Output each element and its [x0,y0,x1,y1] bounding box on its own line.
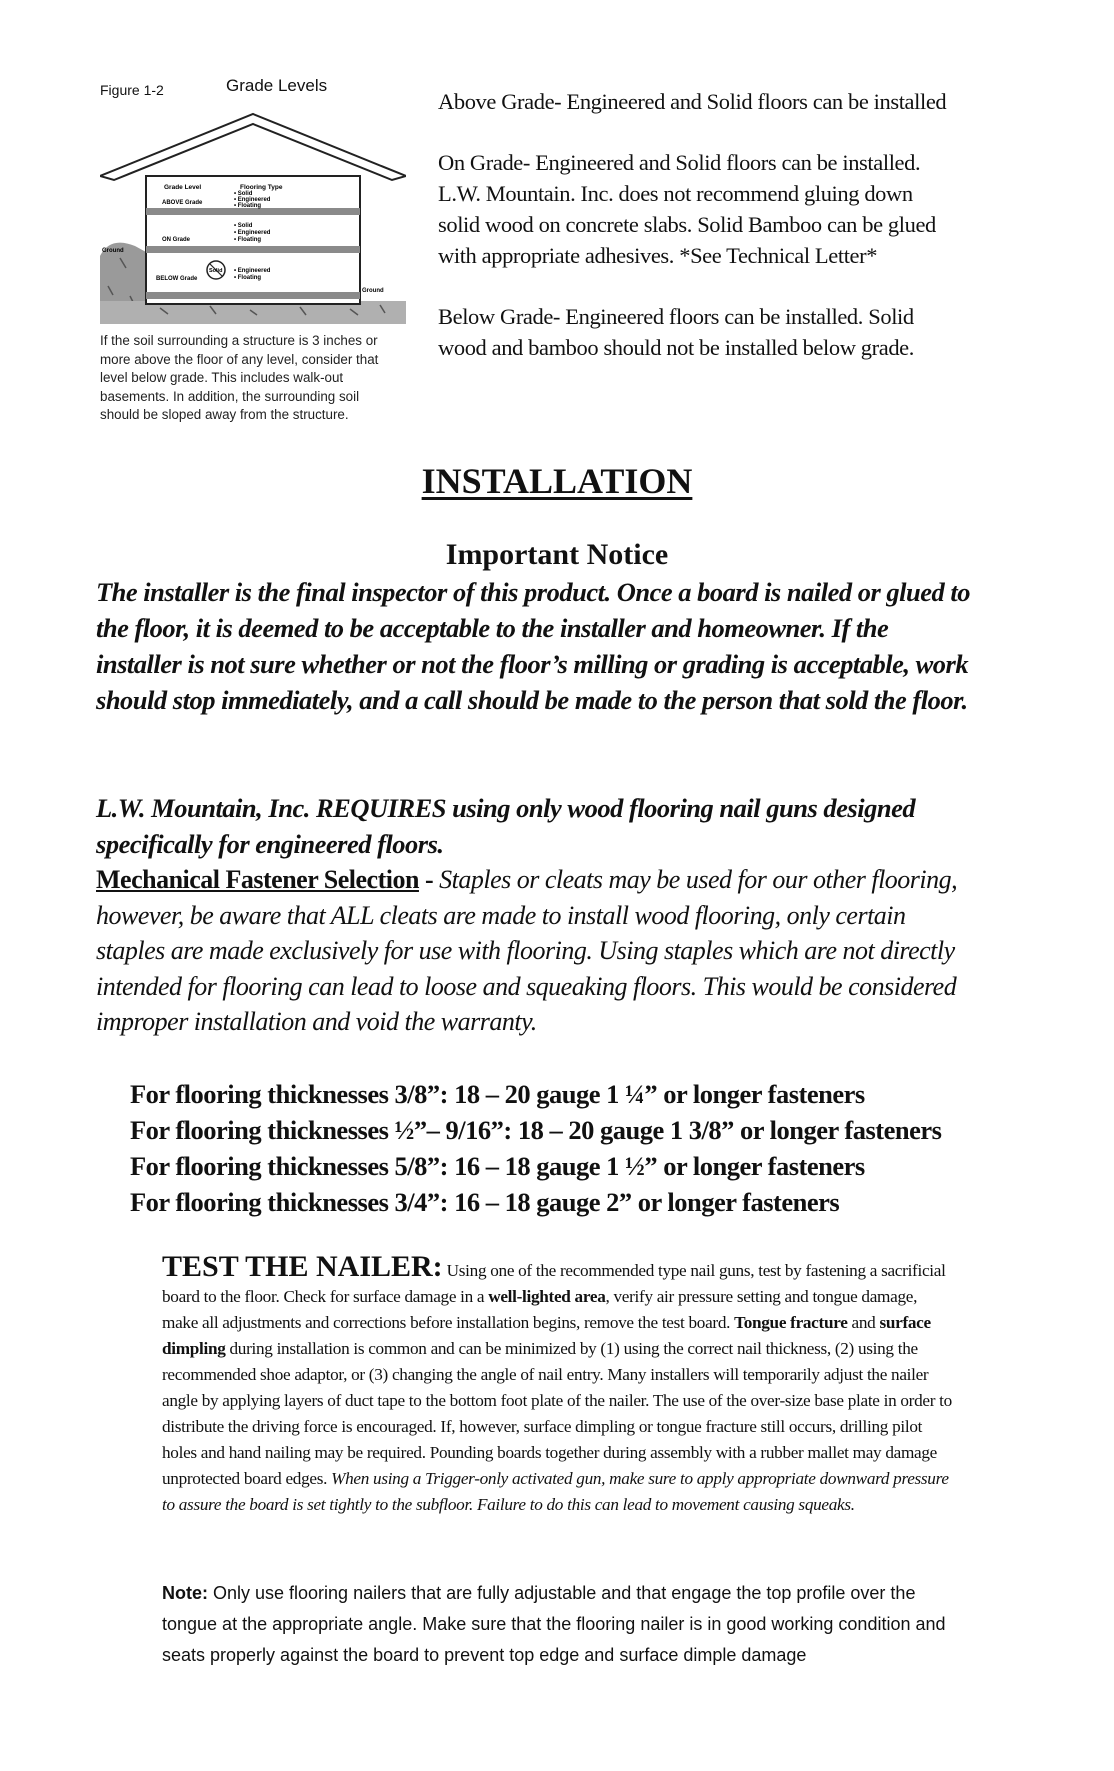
nailer-bold-surface-dimpling: surface dimpling [162,1313,931,1358]
nailer-text-2: , verify air pressure setting and tongue damage, make all adjustments and corrections before installation begins, remove the test board. [162,1287,918,1332]
on-grade-text: On Grade- Engineered and Solid floors can be installed. L.W. Mountain. Inc. does not recommend gluing down solid wood on concrete slabs. Solid Bamboo can be glued with appropriate adhesives. *See Technical Letter* [438,150,936,268]
installation-heading-text: INSTALLATION [421,461,693,501]
header-flooring-type: Flooring Type [240,184,283,191]
floor-slab-1 [146,208,360,215]
fastener-specs-list [130,1076,1010,1220]
below-type-2: • Floating [234,275,262,281]
below-type-1: • Engineered [234,268,271,274]
nailer-text-1: Using one of the recommended type nail guns, test by fastening a sacrificial board to the floor. Check for surface damage in a [162,1261,946,1306]
nailer-bold-tongue-fracture: Tongue fracture [734,1313,848,1332]
installation-heading [0,460,1114,502]
important-notice-body: The installer is the final inspector of this product. Once a board is nailed or glued to the floor, it is deemed to be acceptable to the installer and homeowner. If the installer is not sure whether or not the floor’s milling or grading is acceptable, work should stop immediately, and a call should be made to the person that sold the floor. [96,577,971,715]
on-type-1: • Solid [234,223,253,229]
figure-label: Figure 1-2 [100,82,164,98]
test-the-nailer-section [162,1250,952,1518]
note-heading: Note: [162,1583,208,1603]
mechanical-fastener-heading: Mechanical Fastener Selection [96,865,419,894]
ground-left-label: Ground [102,248,124,254]
on-grade-label: ON Grade [162,237,191,243]
nailer-text-3: and [847,1313,880,1332]
grade-levels-figure [100,76,410,426]
nailer-text-4: during installation is common and can be minimized by (1) using the correct nail thickness, (2) using the recommended shoe adaptor, or (3) changing the angle of nail entry. Many installers will temporarily adjust the nailer angle by applying layers of duct tape to the bottom foot plate of the nailer. The use of the over-size base plate in order to distribute the driving force is encouraged. If, however, surface dimpling or tongue fracture still occurs, drilling pilot holes and hand nailing may be required. Pounding boards together during assembly with a rubber mallet may damage unprotected board edges. [162,1339,952,1488]
below-grade-label: BELOW Grade [156,276,198,282]
house-diagram [100,96,406,324]
header-grade-level: Grade Level [164,184,202,191]
fastener-spec-item: For flooring thicknesses 3/4”: 16 – 18 gauge 2” or longer fasteners [130,1187,840,1217]
test-the-nailer-heading: TEST THE NAILER: [162,1250,443,1283]
above-type-3: • Floating [234,203,262,209]
figure-caption: If the soil surrounding a structure is 3 inches or more above the floor of any level, consider that level below grade. This includes walk-out basements. In addition, the surrounding soil should be sloped away from the structure. [100,333,379,422]
ground-right-label: Ground [362,288,384,294]
fastener-spec-item: For flooring thicknesses 5/8”: 16 – 18 gauge 1 ½” or longer fasteners [130,1151,865,1181]
above-type-1: • Solid [234,191,253,197]
on-type-3: • Floating [234,237,262,243]
above-grade-label: ABOVE Grade [162,200,203,206]
mechanical-fastener-section [96,862,976,1040]
nailer-italic-text: When using a Trigger-only activated gun, make sure to apply appropriate downward pressure to assure the board is set tightly to the subfloor. Failure to do this can lead to movement causing squeaks. [162,1469,949,1514]
on-type-2: • Engineered [234,230,271,236]
floor-slab-2 [146,246,360,253]
nailer-bold-well-lighted: well-lighted area [488,1287,606,1306]
fastener-spec-item: For flooring thicknesses 3/8”: 18 – 20 gauge 1 ¼” or longer fasteners [130,1079,865,1109]
grade-descriptions [438,86,958,393]
nail-gun-requirement: L.W. Mountain, Inc. REQUIRES using only wood flooring nail guns designed specifically for engineered floors. [96,793,916,859]
note-section [162,1578,952,1671]
note-body: Only use flooring nailers that are fully adjustable and that engage the top profile over the tongue at the appropriate angle. Make sure that the flooring nailer is in good working condition and seats properly against the board to prevent top edge and surface dimple damage [162,1583,946,1665]
roof [100,114,406,180]
no-solid-label: Solid [209,268,223,274]
above-grade-text: Above Grade- Engineered and Solid floors can be installed [438,89,947,114]
mechanical-fastener-dash: - [418,865,440,894]
above-type-2: • Engineered [234,197,271,203]
figure-title: Grade Levels [226,76,328,95]
below-grade-text: Below Grade- Engineered floors can be installed. Solid wood and bamboo should not be installed below grade. [438,304,914,360]
floor-slab-3 [146,292,360,299]
mechanical-fastener-body: Staples or cleats may be used for our other flooring, however, be aware that ALL cleats are made to install wood flooring, only certain staples are made exclusively for use with flooring. Using staples which are not directly intended for flooring can lead to loose and squeaking floors. This would be considered improper installation and void the warranty. [96,865,958,1036]
important-notice-title: Important Notice [445,538,669,571]
fastener-spec-item: For flooring thicknesses ½”– 9/16”: 18 – 20 gauge 1 3/8” or longer fasteners [130,1115,942,1145]
